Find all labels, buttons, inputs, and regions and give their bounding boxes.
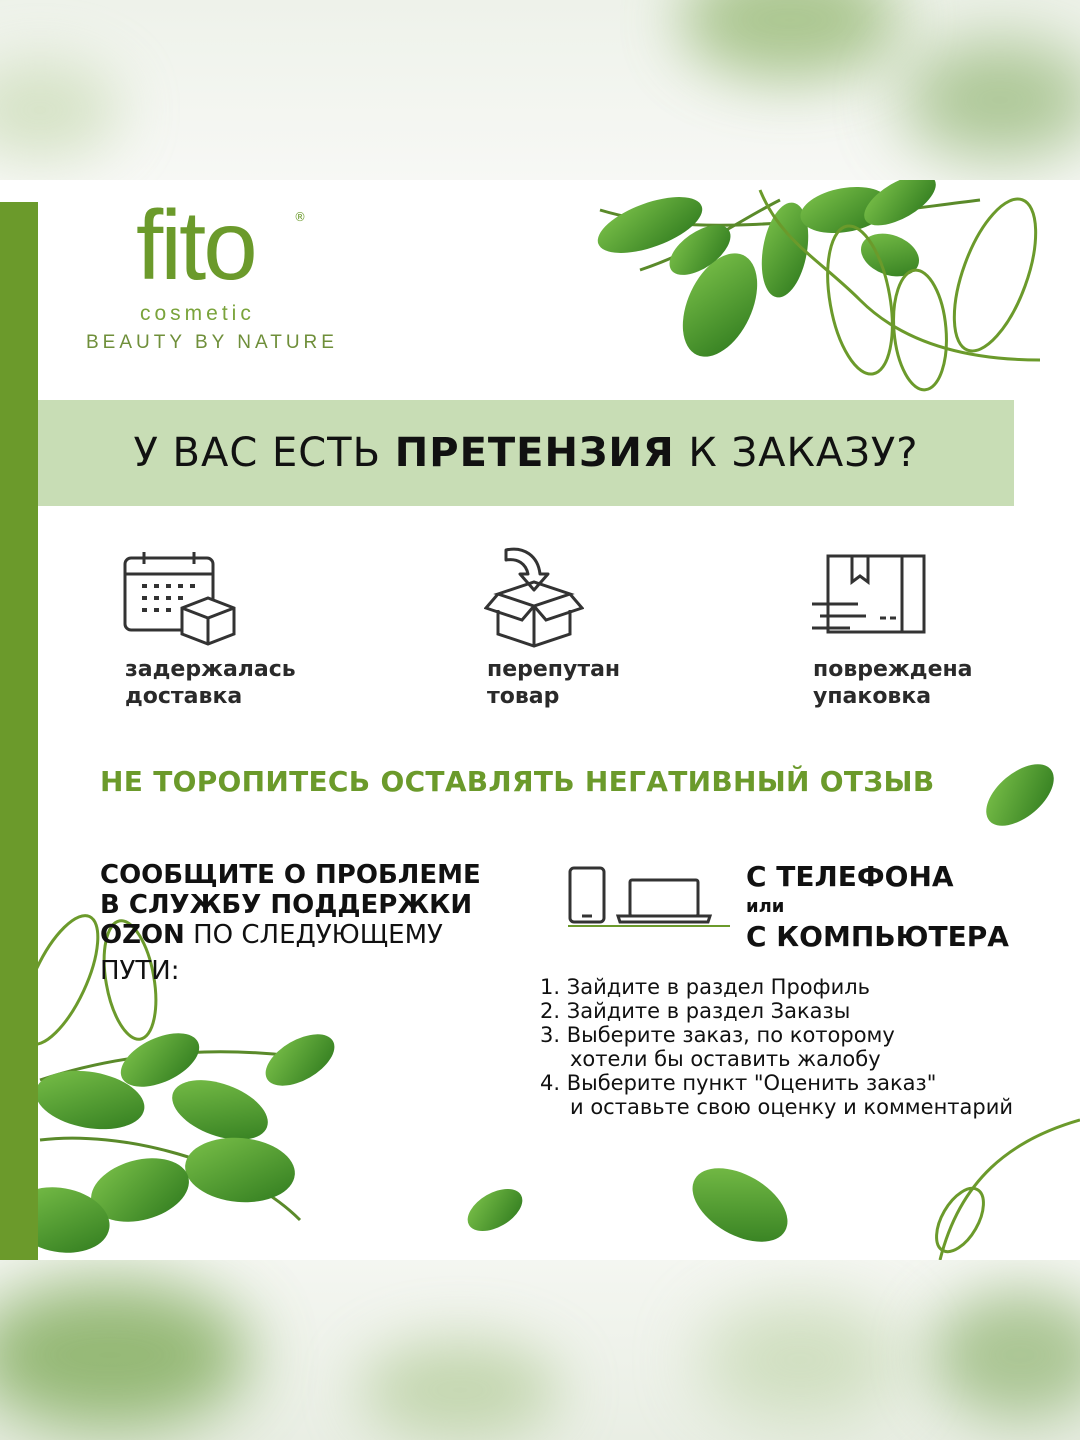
headline-part1: У ВАС ЕСТЬ <box>133 430 395 476</box>
list-item <box>540 975 1013 999</box>
top-blurred-background <box>0 0 1080 180</box>
leaf-bottom-small <box>461 1180 530 1239</box>
leaf-mid-right <box>975 752 1065 837</box>
promo-card <box>0 180 1080 1260</box>
registered-mark: ® <box>294 210 306 224</box>
step-number: 2. <box>540 999 561 1023</box>
leaf-branch-top-right <box>591 180 1053 392</box>
step-text: Зайдите в раздел Заказы <box>566 999 851 1023</box>
issue-label <box>487 656 620 710</box>
devices-illustration <box>568 866 730 932</box>
issue-delayed-delivery <box>122 550 296 709</box>
support-line2: В СЛУЖБУ ПОДДЕРЖКИ <box>100 890 473 920</box>
phone-laptop-icon <box>568 866 730 928</box>
step-text: Выберите пункт "Оценить заказ" <box>566 1071 937 1095</box>
logo-wordmark: fito <box>136 190 255 300</box>
list-item <box>540 1071 1013 1119</box>
issue-label-line1: перепутан <box>487 657 621 682</box>
issue-wrong-item <box>484 544 621 709</box>
step-number: 1. <box>540 975 561 999</box>
steps-list <box>540 975 1013 1119</box>
step-text: Зайдите в раздел Профиль <box>566 975 871 999</box>
leaf-bottom-center <box>680 1153 800 1257</box>
calendar-box-icon <box>122 550 237 646</box>
open-box-arrow-icon <box>484 544 584 648</box>
list-item <box>540 999 1013 1023</box>
issue-damaged-packaging <box>810 552 973 709</box>
support-line3-rest: ПО СЛЕДУЮЩЕМУ <box>184 920 443 950</box>
logo-subtitle: cosmetic <box>140 302 255 325</box>
list-item <box>540 1023 1013 1071</box>
brand-tagline: BEAUTY BY NATURE <box>86 332 338 353</box>
issue-label <box>813 656 973 710</box>
issue-label-line1: задержалась <box>125 657 296 682</box>
leaf-outline-bottom-right <box>927 1120 1080 1260</box>
support-line3 <box>100 920 520 950</box>
step-text-continued: и оставьте свою оценку и комментарий <box>570 1095 1014 1119</box>
step-text: Выберите заказ, по которому <box>566 1023 895 1047</box>
issue-label <box>125 656 296 710</box>
warning-text: НЕ ТОРОПИТЕСЬ ОСТАВЛЯТЬ НЕГАТИВНЫЙ ОТЗЫВ <box>100 765 935 798</box>
channel-phone: С ТЕЛЕФОНА <box>746 860 954 893</box>
support-line4: ПУТИ: <box>100 956 180 986</box>
support-instructions <box>100 860 520 986</box>
moving-box-icon <box>810 552 928 636</box>
issue-label-line1: повреждена <box>813 657 973 682</box>
bottom-blurred-background <box>0 1260 1080 1440</box>
headline-part2: К ЗАКАЗУ? <box>674 430 919 476</box>
issue-label-line2: товар <box>487 684 560 709</box>
headline-band <box>38 400 1014 506</box>
issue-label-line2: доставка <box>125 684 243 709</box>
step-text-continued: хотели бы оставить жалобу <box>570 1047 881 1071</box>
left-accent-bar <box>0 202 38 1260</box>
channel-or: или <box>746 896 785 917</box>
step-number: 3. <box>540 1023 561 1047</box>
page-title <box>38 400 1014 506</box>
support-line1: СООБЩИТЕ О ПРОБЛЕМЕ <box>100 860 481 890</box>
channel-options <box>746 860 1009 954</box>
ozon-brand-text: OZON <box>100 920 185 950</box>
channel-computer: С КОМПЬЮТЕРА <box>746 920 1009 953</box>
issue-label-line2: упаковка <box>813 684 932 709</box>
step-number: 4. <box>540 1071 561 1095</box>
headline-bold: ПРЕТЕНЗИЯ <box>394 430 675 476</box>
